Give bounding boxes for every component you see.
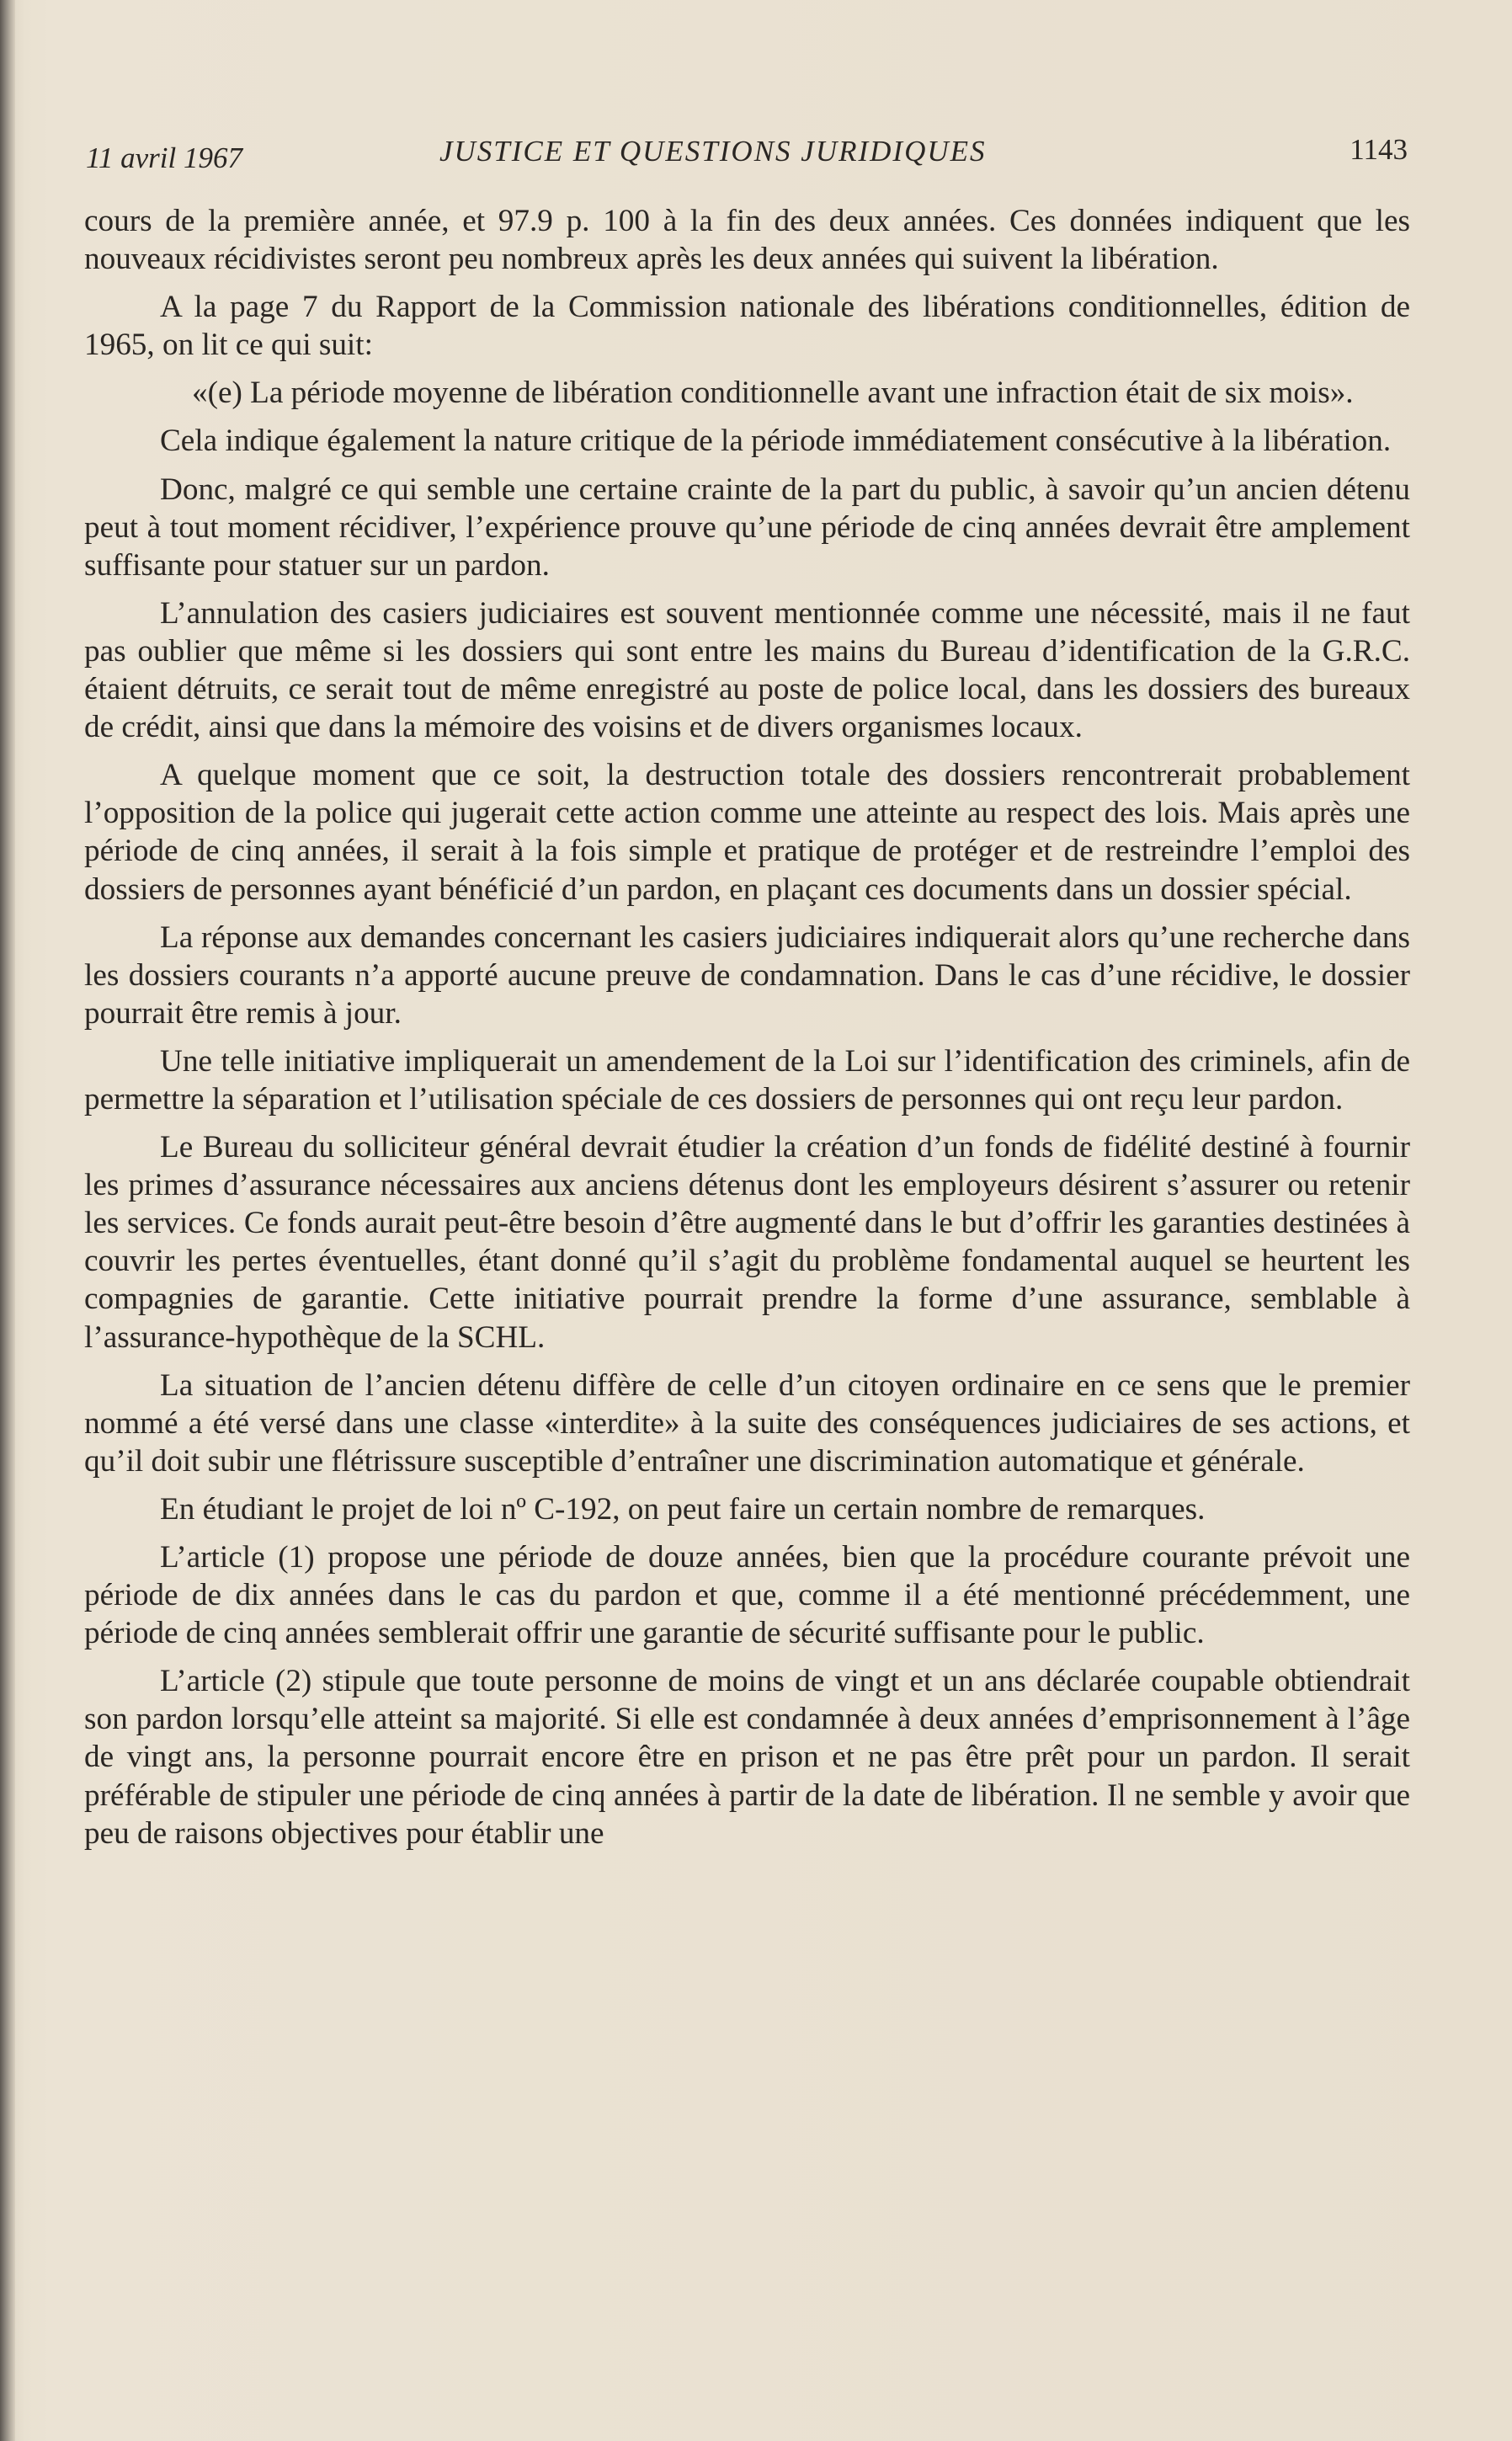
paragraph: La réponse aux demandes concernant les casiers judiciaires indiquerait alors qu’une recherche dans les dossiers courants n’a apporté aucune preuve de condamnation. Dans le cas d’une récidive, le dossier pourrait être remis à jour.	[84, 919, 1410, 1031]
paragraph: La situation de l’ancien détenu diffère de celle d’un citoyen ordinaire en ce sens que le premier nommé a été versé dans une classe «interdite» à la suite des conséquences judiciaires de ses actions, et qu’il doit subir une flétrissure susceptible d’entraîner une discrimination automatique et générale.	[84, 1367, 1410, 1479]
paragraph: A quelque moment que ce soit, la destruction totale des dossiers rencontrerait probablement l’opposition de la police qui jugerait cette action comme une atteinte au respect des lois. Mais après une période de cinq années, il serait à la fois simple et pratique de protéger et de restreindre l’emploi des dossiers de personnes ayant bénéficié d’un pardon, en plaçant ces documents dans un dossier spécial.	[84, 758, 1410, 907]
paragraph: Cela indique également la nature critique de la période immédiatement consécutive à la libération.	[160, 424, 1392, 459]
page-number: 1143	[1350, 133, 1408, 166]
paragraph: L’annulation des casiers judiciaires est souvent mentionnée comme une nécessité, mais il ne faut pas oublier que même si les dossiers qui sont entre les mains du Bureau d’identification de la G.R.C. étaient détruits, ce serait tout de même enregistré au poste de police local, dans les dossiers des bureaux de crédit, ainsi que dans la mémoire des voisins et de divers organismes locaux.	[84, 595, 1410, 745]
header-title: JUSTICE ET QUESTIONS JURIDIQUES	[439, 135, 987, 168]
paragraph: cours de la première année, et 97.9 p. 100 à la fin des deux années. Ces données indiquent que les nouveaux récidivistes seront peu nombreux après les deux années qui suivent la libération.	[84, 204, 1410, 277]
paragraph: L’article (1) propose une période de douze années, bien que la procédure courante prévoit une période de dix années dans le cas du pardon et que, comme il a été mentionné précédemment, une période de cinq années semblerait offrir une garantie de sécurité suffisante pour le public.	[84, 1540, 1410, 1651]
paragraph: Une telle initiative impliquerait un amendement de la Loi sur l’identification des criminels, afin de permettre la séparation et l’utilisation spéciale de ces dossiers de personnes qui ont reçu leur pardon.	[84, 1043, 1410, 1117]
paragraph: Le Bureau du solliciteur général devrait étudier la création d’un fonds de fidélité destiné à fournir les primes d’assurance nécessaires aux anciens détenus dont les employeurs désirent s’assurer ou retenir les services. Ce fonds aurait peut-être besoin d’être augmenté dans le but d’offrir les garanties destinées à couvrir les pertes éventuelles, étant donné qu’il s’agit du problème fondamental auquel se heurtent les compagnies de garantie. Cette initiative pourrait prendre la forme d’une assurance, semblable à l’assurance-hypothèque de la SCHL.	[84, 1130, 1410, 1355]
header-date: 11 avril 1967	[86, 141, 243, 174]
running-header	[86, 133, 1408, 184]
paragraph: A la page 7 du Rapport de la Commission nationale des libérations conditionnelles, édition de 1965, on lit ce qui suit:	[84, 290, 1410, 363]
page-binding-edge	[0, 0, 15, 2441]
body-text	[84, 202, 1410, 1863]
block-quote: «(e) La période moyenne de libération conditionnelle avant une infraction était de six mois».	[192, 376, 1354, 411]
paragraph: Donc, malgré ce qui semble une certaine crainte de la part du public, à savoir qu’un ancien détenu peut à tout moment récidiver, l’expérience prouve qu’une période de cinq années devrait être amplement suffisante pour statuer sur un pardon.	[84, 472, 1410, 583]
paragraph: L’article (2) stipule que toute personne de moins de vingt et un ans déclarée coupable obtiendrait son pardon lorsqu’elle atteint sa majorité. Si elle est condamnée à deux années d’emprisonnement à l’âge de vingt ans, la personne pourrait encore être en prison et ne pas être prêt pour un pardon. Il serait préférable de stipuler une période de cinq années à partir de la date de libération. Il ne semble y avoir que peu de raisons objectives pour établir une	[84, 1664, 1410, 1851]
paragraph: En étudiant le projet de loi nº C-192, on peut faire un certain nombre de remarques.	[160, 1491, 1206, 1527]
